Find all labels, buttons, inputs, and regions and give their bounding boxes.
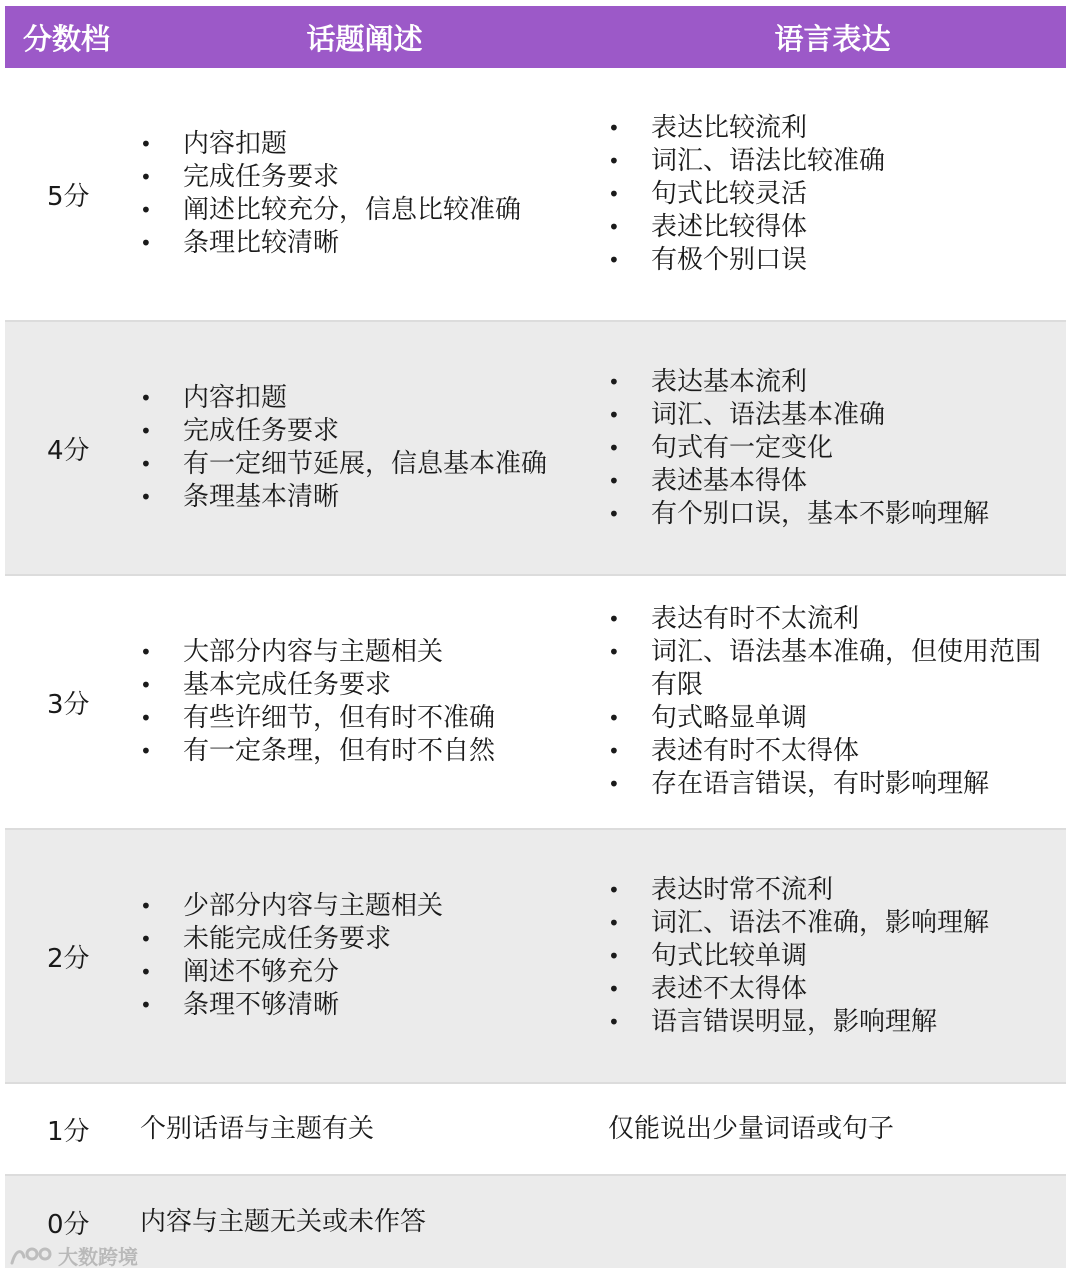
language-item: • 词汇、语法基本准确 [608,399,1046,432]
table-row [5,68,1066,322]
topic-item: • 完成任务要求 [140,161,599,194]
header-language: 语言表达 [774,21,891,56]
row-score: 5分 [47,181,90,212]
language-item: • 存在语言错误，有时影响理解 [608,768,1046,801]
table-row [5,322,1066,576]
row-language [599,874,1066,1039]
row-language [599,366,1066,531]
table-row [5,1084,1066,1176]
topic-item: • 条理基本清晰 [140,481,599,514]
topic-item: • 有一定细节延展，信息基本准确 [140,448,599,481]
header-topic: 话题阐述 [306,21,423,56]
table-row [5,576,1066,830]
row-score: 2分 [47,943,90,974]
topic-item: • 基本完成任务要求 [140,669,599,702]
language-item: • 有个别口误，基本不影响理解 [608,498,1046,531]
table-header [5,6,1066,68]
language-item: • 表述有时不太得体 [608,735,1046,768]
row-language [599,112,1066,277]
table-row [5,1176,1066,1268]
topic-item: • 大部分内容与主题相关 [140,636,599,669]
language-item: • 词汇、语法基本准确，但使用范围有限 [608,636,1046,702]
topic-item: • 内容扣题 [140,382,599,415]
language-item: • 表达基本流利 [608,366,1046,399]
topic-item: • 条理不够清晰 [140,989,599,1022]
language-item: • 表达有时不太流利 [608,603,1046,636]
watermark [8,1241,138,1270]
row-language [599,603,1066,801]
language-item: • 表述基本得体 [608,465,1046,498]
row-language: 仅能说出少量词语或句子 [608,1113,895,1144]
topic-item: • 内容扣题 [140,128,599,161]
row-score: 0分 [47,1209,90,1240]
language-item: • 表达时常不流利 [608,874,1046,907]
topic-item: • 有一定条理，但有时不自然 [140,735,599,768]
language-item: • 句式比较灵活 [608,178,1046,211]
table-row [5,830,1066,1084]
row-topic [130,890,599,1022]
row-score: 4分 [47,435,90,466]
scoring-table [5,6,1066,1268]
row-topic [130,382,599,514]
language-item: • 句式略显单调 [608,702,1046,735]
language-item: • 词汇、语法不准确，影响理解 [608,907,1046,940]
row-score: 3分 [47,689,90,720]
language-item: • 表述不太得体 [608,973,1046,1006]
topic-item: • 阐述不够充分 [140,956,599,989]
language-item: • 表达比较流利 [608,112,1046,145]
language-item: • 句式比较单调 [608,940,1046,973]
topic-item: • 有些许细节，但有时不准确 [140,702,599,735]
topic-item: • 阐述比较充分，信息比较准确 [140,194,599,227]
topic-item: • 未能完成任务要求 [140,923,599,956]
topic-item: • 条理比较清晰 [140,227,599,260]
row-topic: 内容与主题无关或未作答 [140,1206,427,1237]
language-item: • 表述比较得体 [608,211,1046,244]
language-item: • 语言错误明显，影响理解 [608,1006,1046,1039]
row-score: 1分 [47,1116,90,1147]
watermark-text: 大数跨境 [58,1245,138,1269]
language-item: • 词汇、语法比较准确 [608,145,1046,178]
brand-logo-icon [8,1243,54,1269]
row-topic [130,128,599,260]
topic-item: • 少部分内容与主题相关 [140,890,599,923]
header-score: 分数档 [23,21,111,56]
language-item: • 句式有一定变化 [608,432,1046,465]
topic-item: • 完成任务要求 [140,415,599,448]
language-item: • 有极个别口误 [608,244,1046,277]
row-topic: 个别话语与主题有关 [140,1113,375,1144]
row-topic [130,636,599,768]
